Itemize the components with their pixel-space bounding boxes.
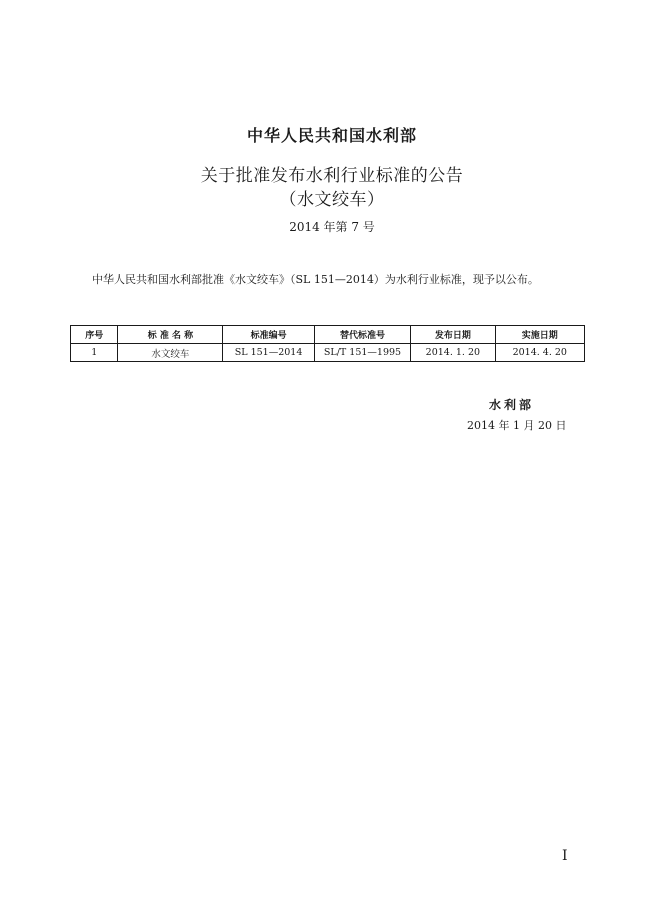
signature-organization: 水利部	[489, 398, 535, 412]
cell-serial-number: 1	[71, 344, 118, 362]
cell-standard-code: SL 151—2014	[223, 344, 315, 362]
cell-standard-name: 水文绞车	[118, 344, 223, 362]
cell-implementation-date: 2014. 4. 20	[495, 344, 584, 362]
page-number: I	[562, 848, 568, 864]
announcement-subtitle: （水文绞车）	[279, 190, 385, 210]
header-serial-number: 序号	[71, 326, 118, 344]
issuing-ministry: 中华人民共和国水利部	[246, 126, 417, 145]
header-replaced-standard: 替代标准号	[314, 326, 410, 344]
document-number: 2014 年第 7 号	[289, 220, 375, 234]
announcement-title: 关于批准发布水利行业标准的公告	[200, 166, 464, 186]
announcement-body: 中华人民共和国水利部批准《水文绞车》（SL 151—2014）为水利行业标准，现予以公布。	[92, 273, 539, 286]
signature-date: 2014 年 1 月 20 日	[467, 419, 567, 432]
header-standard-code: 标准编号	[223, 326, 315, 344]
header-standard-name: 标 准 名 称	[118, 326, 223, 344]
table-row	[71, 344, 585, 362]
header-release-date: 发布日期	[411, 326, 495, 344]
table-header-row	[71, 326, 585, 344]
cell-replaced-standard: SL/T 151—1995	[314, 344, 410, 362]
standards-table	[70, 325, 585, 362]
header-implementation-date: 实施日期	[495, 326, 584, 344]
cell-release-date: 2014. 1. 20	[411, 344, 495, 362]
